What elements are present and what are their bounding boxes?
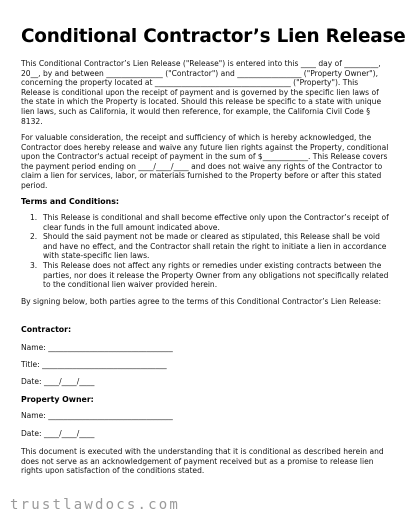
intro-paragraph: This Conditional Contractor’s Lien Release ("Release") is entered into this ____ day of _________, 20__, by and between _______________ ("Contractor") and _________________ ("Property Owner"), concerning the property located at ____________________________________ ("Property"). This Release is conditional upon the receipt of payment and is governed by the specific lien laws of the state in which the Property is located. Should this release be specific to a state with unique lien laws, such as California, it would then reference, for example, the California Civil Code § 8132.	[21, 59, 382, 126]
term-item-3	[21, 261, 389, 290]
owner-date-field[interactable]: Date: ____/____/____	[21, 429, 95, 438]
term-text: This Release is conditional and shall become effective only upon the Contractor’s receipt of clear funds in the full amount indicated above.	[43, 213, 389, 232]
owner-name-field[interactable]: Name: _________________________________	[21, 411, 173, 420]
term-item-2	[21, 232, 389, 261]
terms-heading: Terms and Conditions:	[21, 197, 119, 206]
contractor-date-field[interactable]: Date: ____/____/____	[21, 377, 95, 386]
term-number: 2.	[30, 232, 38, 242]
term-number: 3.	[30, 260, 38, 270]
term-number: 1.	[30, 213, 38, 222]
term-text: This Release does not affect any rights or remedies under existing contracts between the parties, nor does it release the Property Owner from any obligations not specifically related to the conditional lien waiver provided herein.	[43, 260, 389, 290]
term-text: Should the said payment not be made or cleared as stipulated, this Release shall be void and have no effect, and the Contractor shall retain the right to initiate a lien in accordance with state-specific lien laws.	[43, 232, 387, 261]
closing-paragraph: This document is executed with the understanding that it is conditional as described herein and does not serve as an acknowledgement of payment received but as a promise to release lien rights upon satisfaction of the conditions stated.	[21, 447, 384, 476]
owner-heading: Property Owner:	[21, 395, 94, 404]
consideration-paragraph: For valuable consideration, the receipt and sufficiency of which is hereby acknowledged, the Contractor does hereby release and waive any future lien rights against the Property, conditional upon the Contractor's actual receipt of payment in the sum of $____________. This Release covers the payment period ending on ____/____/____ and does not waive any rights of the Contractor to claim a lien for services, labor, or materials furnished to the Property before or after this stated period.	[21, 133, 389, 190]
contractor-heading: Contractor:	[21, 325, 72, 334]
contractor-title-field[interactable]: Title: _________________________________	[21, 360, 167, 369]
terms-list	[21, 213, 389, 290]
signing-intro-paragraph: By signing below, both parties agree to the terms of this Conditional Contractor’s Lien Release:	[21, 297, 382, 306]
brand-watermark: trustlawdocs.com	[10, 497, 181, 513]
document-title: Conditional Contractor’s Lien Release	[21, 26, 405, 47]
contractor-name-field[interactable]: Name: _________________________________	[21, 343, 173, 352]
term-item-1	[21, 213, 389, 232]
